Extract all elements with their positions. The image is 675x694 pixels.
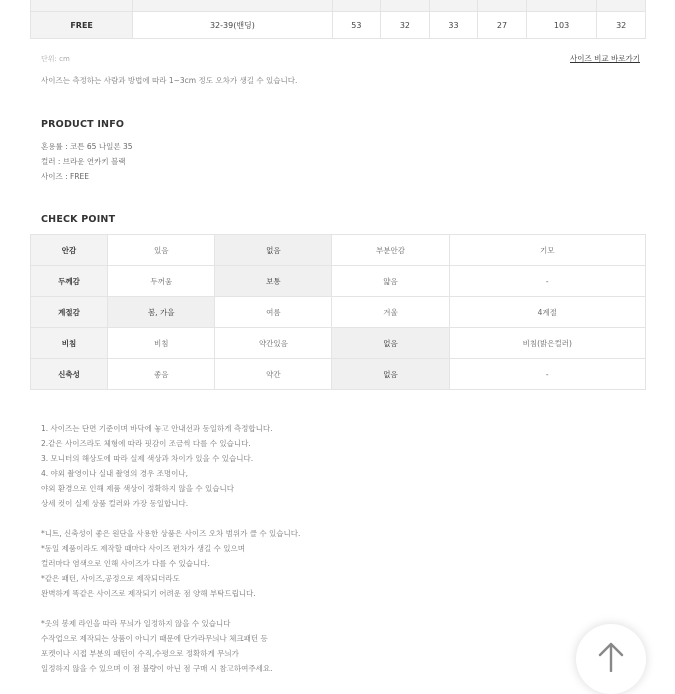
- check-option: 약간: [215, 359, 332, 390]
- size-header-cell: [526, 0, 597, 12]
- size-value-cell: 53: [332, 12, 381, 39]
- size-header-cell: [133, 0, 332, 12]
- size-header-cell: [381, 0, 430, 12]
- check-option: 겨울: [332, 297, 449, 328]
- check-option-selected: 봄, 가을: [108, 297, 215, 328]
- size-header-cell: [429, 0, 478, 12]
- check-option-selected: 없음: [332, 359, 449, 390]
- check-row-label: 비침: [31, 328, 108, 359]
- check-row-label: 신축성: [31, 359, 108, 390]
- arrow-up-icon: [598, 642, 624, 672]
- check-option: 있음: [108, 235, 215, 266]
- check-option: 비침(밝은컬러): [449, 328, 646, 359]
- check-option: 두꺼움: [108, 266, 215, 297]
- size-compare-link[interactable]: 사이즈 비교 바로가기: [570, 54, 640, 63]
- note-gap: [41, 601, 561, 616]
- note-line: 2.같은 사이즈라도 체형에 따라 핏감이 조금씩 다를 수 있습니다.: [41, 439, 251, 448]
- check-option: 부분안감: [332, 235, 449, 266]
- size-value-cell: 32: [597, 12, 646, 39]
- size-note: 사이즈는 측정하는 사람과 방법에 따라 1~3cm 정도 오차가 생길 수 있습니다.: [41, 76, 298, 85]
- check-row-label: 두께감: [31, 266, 108, 297]
- scroll-top-button[interactable]: [576, 624, 646, 694]
- note-line: 일정하지 않을 수 있으며 이 점 불량이 아닌 점 구매 시 참고하여주세요.: [41, 664, 273, 673]
- note-line: 완벽하게 똑같은 사이즈로 제작되기 어려운 점 양해 부탁드립니다.: [41, 589, 256, 598]
- check-row: [31, 235, 646, 266]
- check-option: 얇음: [332, 266, 449, 297]
- note-line: 4. 야외 촬영이나 실내 촬영의 경우 조명이나,: [41, 469, 189, 478]
- note-line: *동일 제품이라도 제작할 때마다 사이즈 편차가 생길 수 있으며: [41, 544, 245, 553]
- note-line: *옷의 봉제 라인을 따라 무늬가 일정하지 않을 수 있습니다: [41, 619, 231, 628]
- size-header-cell: [31, 0, 133, 12]
- check-point-table: [30, 234, 646, 390]
- check-option: -: [449, 266, 646, 297]
- size-value-cell: 103: [526, 12, 597, 39]
- check-option-selected: 없음: [215, 235, 332, 266]
- note-line: *같은 패턴, 사이즈,공정으로 제작되더라도: [41, 574, 180, 583]
- check-option: 4계절: [449, 297, 646, 328]
- note-line: 포켓이나 시접 부분의 패턴이 수직,수평으로 정확하게 무늬가: [41, 649, 239, 658]
- size-table-row: [31, 12, 646, 39]
- check-row: [31, 359, 646, 390]
- size-value-cell: 32-39(밴딩): [133, 12, 332, 39]
- check-option: 여름: [215, 297, 332, 328]
- product-info-line: 혼용률 : 코튼 65 나일론 35: [41, 142, 133, 151]
- notes-block: [41, 421, 561, 676]
- note-line: 컬러마다 염색으로 인해 사이즈가 다를 수 있습니다.: [41, 559, 210, 568]
- check-row: [31, 328, 646, 359]
- size-label-cell: FREE: [31, 12, 133, 39]
- check-row: [31, 297, 646, 328]
- note-line: 1. 사이즈는 단면 기준이며 바닥에 놓고 안내선과 동일하게 측정합니다.: [41, 424, 273, 433]
- note-gap: [41, 511, 561, 526]
- check-row-label: 안감: [31, 235, 108, 266]
- check-option: -: [449, 359, 646, 390]
- size-header-cell: [332, 0, 381, 12]
- check-option-selected: 보통: [215, 266, 332, 297]
- unit-label: 단위: cm: [41, 55, 70, 63]
- size-value-cell: 27: [478, 12, 527, 39]
- product-info-line: 사이즈 : FREE: [41, 172, 90, 181]
- check-option: 비침: [108, 328, 215, 359]
- note-line: 야외 환경으로 인해 제품 색상이 정확하지 않을 수 있습니다: [41, 484, 234, 493]
- product-info-title: PRODUCT INFO: [41, 119, 125, 130]
- product-info-line: 컬러 : 브라운 연카키 블랙: [41, 157, 126, 166]
- note-line: 수작업으로 제작되는 상품이 아니기 때문에 단가라무늬나 체크패턴 등: [41, 634, 268, 643]
- size-header-cell: [597, 0, 646, 12]
- note-line: 3. 모니터의 해상도에 따라 실제 색상과 차이가 있을 수 있습니다.: [41, 454, 254, 463]
- check-point-title: CHECK POINT: [41, 214, 116, 225]
- size-value-cell: 32: [381, 12, 430, 39]
- check-row-label: 계절감: [31, 297, 108, 328]
- size-table-header-row: [31, 0, 646, 12]
- check-option-selected: 없음: [332, 328, 449, 359]
- size-value-cell: 33: [429, 12, 478, 39]
- size-header-cell: [478, 0, 527, 12]
- check-option: 약간있음: [215, 328, 332, 359]
- note-line: *니트, 신축성이 좋은 원단을 사용한 상품은 사이즈 오차 범위가 클 수 있습니다.: [41, 529, 301, 538]
- note-line: 상세 컷이 실제 상품 컬러와 가장 동일합니다.: [41, 499, 189, 508]
- size-table: [30, 0, 646, 39]
- check-option: 좋음: [108, 359, 215, 390]
- check-row: [31, 266, 646, 297]
- check-option: 기모: [449, 235, 646, 266]
